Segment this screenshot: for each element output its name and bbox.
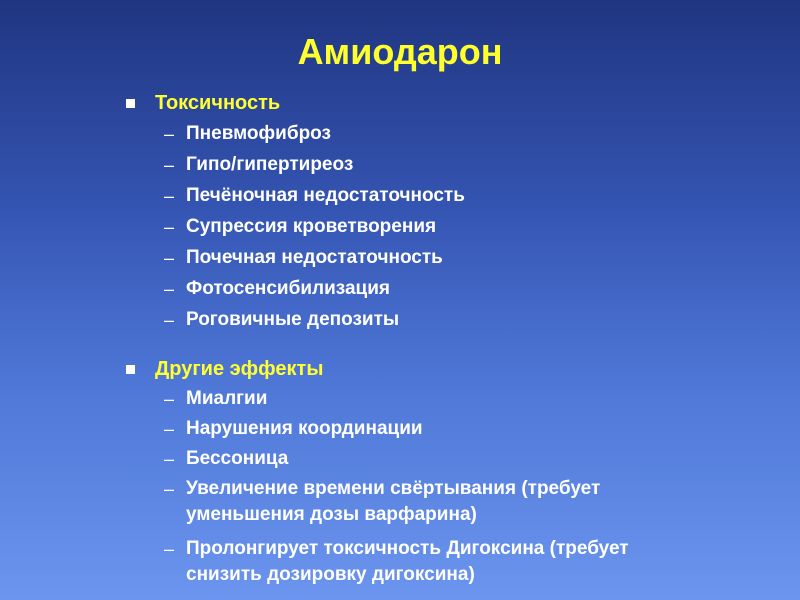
list-item — [124, 416, 684, 442]
list-item-text: Увеличение времени свёртывания (требует уменьшения дозы варфарина) — [186, 478, 601, 525]
dash-bullet-icon: – — [164, 155, 175, 175]
list-item — [124, 152, 684, 178]
other-effects-section — [124, 356, 684, 588]
section-heading — [124, 356, 684, 382]
square-bullet-icon — [126, 365, 135, 374]
list-item — [124, 245, 684, 271]
toxicity-list — [124, 121, 684, 333]
dash-bullet-icon: – — [164, 217, 175, 237]
dash-bullet-icon: – — [164, 124, 175, 144]
other-effects-list — [124, 386, 684, 588]
list-item — [124, 276, 684, 302]
dash-bullet-icon: – — [164, 186, 175, 206]
list-item — [124, 121, 684, 147]
list-item-text: Фотосенсибилизация — [186, 278, 390, 299]
dash-bullet-icon: – — [164, 310, 175, 330]
square-bullet-icon — [126, 99, 135, 108]
dash-bullet-icon: – — [164, 419, 175, 439]
list-item-text: Почечная недостаточность — [186, 247, 443, 268]
list-item-text: Нарушения координации — [186, 418, 423, 439]
list-item-text: Пролонгирует токсичность Дигоксина (требует снизить дозировку дигоксина) — [186, 538, 629, 585]
list-item — [124, 536, 684, 588]
toxicity-section — [124, 90, 684, 333]
dash-bullet-icon: – — [164, 539, 175, 559]
list-item-text: Печёночная недостаточность — [186, 185, 465, 206]
list-item — [124, 307, 684, 333]
list-item — [124, 446, 684, 472]
dash-bullet-icon: – — [164, 248, 175, 268]
section-heading-text: Другие эффекты — [155, 358, 324, 380]
list-item-text: Гипо/гипертиреоз — [186, 154, 354, 175]
list-item-text: Роговичные депозиты — [186, 309, 400, 330]
dash-bullet-icon: – — [164, 389, 175, 409]
list-item-text: Пневмофиброз — [186, 123, 331, 144]
slide-title: Амиодарон — [297, 31, 503, 72]
list-item-text: Супрессия кроветворения — [186, 216, 437, 237]
list-item — [124, 386, 684, 412]
list-item — [124, 476, 684, 528]
list-item-text: Миалгии — [186, 388, 268, 409]
section-heading — [124, 90, 684, 116]
list-item — [124, 214, 684, 240]
dash-bullet-icon: – — [164, 449, 175, 469]
dash-bullet-icon: – — [164, 479, 175, 499]
section-heading-text: Токсичность — [155, 92, 281, 114]
list-item-text: Бессоница — [186, 448, 289, 469]
list-item — [124, 183, 684, 209]
dash-bullet-icon: – — [164, 279, 175, 299]
